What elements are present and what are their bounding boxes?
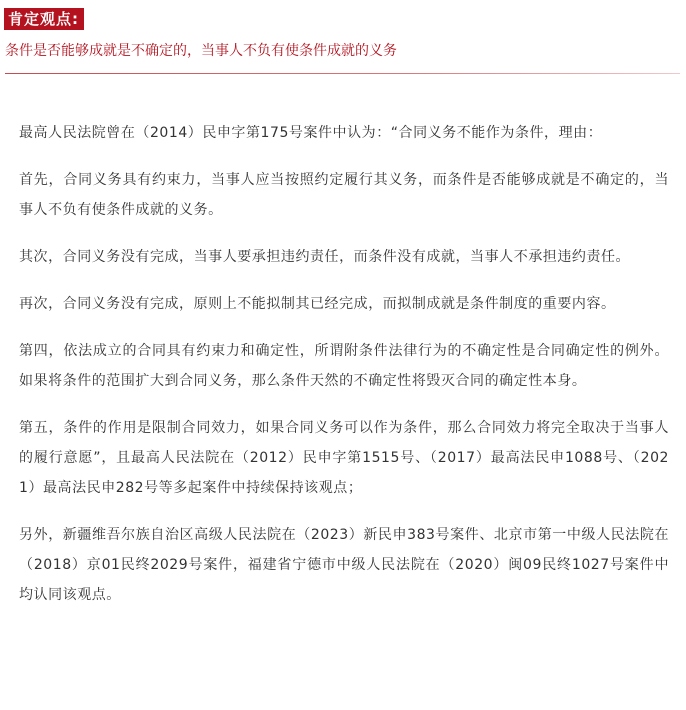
paragraph-fifth: 第五，条件的作用是限制合同效力，如果合同义务可以作为条件，那么合同效力将完全取决于当事人的履行意愿”，且最高人民法院在（2012）民申字第1515号、（2017）最高法民申1088号、（2021）最高法民申282号等多起案件中持续保持该观点； [19, 420, 669, 496]
article-body [19, 118, 669, 627]
paragraph-additional: 另外，新疆维吾尔族自治区高级人民法院在（2023）新民申383号案件、北京市第一中级人民法院在（2018）京01民终2029号案件，福建省宁德市中级人民法院在（2020）闽09民终1027号案件中均认同该观点。 [19, 527, 669, 603]
header-divider [5, 73, 680, 74]
viewpoint-badge: 肯定观点: [4, 8, 84, 30]
paragraph-second: 其次，合同义务没有完成，当事人要承担违约责任，而条件没有成就，当事人不承担违约责任。 [19, 249, 631, 265]
paragraph-intro: 最高人民法院曾在（2014）民申字第175号案件中认为：“合同义务不能作为条件，理由： [19, 125, 603, 141]
paragraph-fourth: 第四，依法成立的合同具有约束力和确定性，所谓附条件法律行为的不确定性是合同确定性的例外。如果将条件的范围扩大到合同义务，那么条件天然的不确定性将毁灭合同的确定性本身。 [19, 343, 669, 389]
section-header [0, 0, 686, 80]
viewpoint-subtitle: 条件是否能够成就是不确定的，当事人不负有使条件成就的义务 [5, 43, 397, 59]
paragraph-third: 再次，合同义务没有完成，原则上不能拟制其已经完成，而拟制成就是条件制度的重要内容。 [19, 296, 616, 312]
paragraph-first: 首先，合同义务具有约束力，当事人应当按照约定履行其义务，而条件是否能够成就是不确定的，当事人不负有使条件成就的义务。 [19, 172, 669, 218]
